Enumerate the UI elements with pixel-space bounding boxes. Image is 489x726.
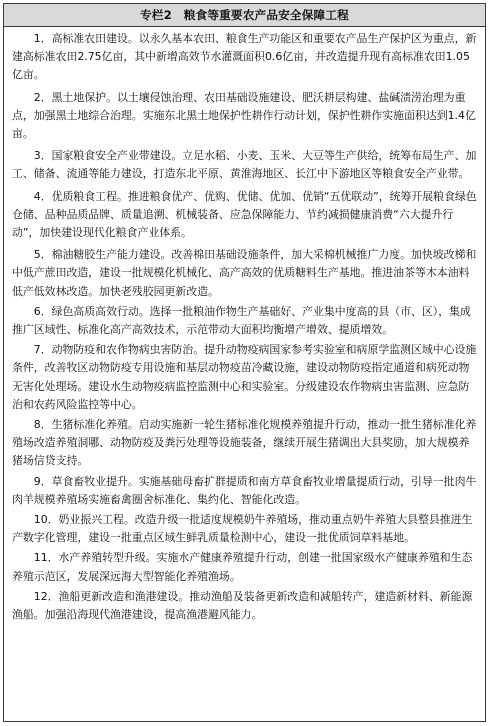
item-2-paragraph: 2．黑土地保护。以土壤侵蚀治理、农田基础设施建设、肥沃耕层构建、盐碱渍涝治理为重点，加强黑土地综合治理。实施东北黑土地保护性耕作行动计划，保护性耕作实施面积达到1.4亿亩。 [12, 90, 476, 141]
item-11-paragraph: 11．水产养殖转型升级。实施水产健康养殖提升行动，创建一批国家级水产健康养殖和生态养殖示范区，发展深远海大型智能化养殖渔场。 [12, 551, 473, 583]
item-9-paragraph: 9．草食畜牧业提升。实施基础母畜扩群提质和南方草食畜牧业增量提质行动，引导一批肉牛肉羊规模养殖场实施畜禽圈舍标准化、集约化、智能化改造。 [12, 474, 477, 506]
column-body [4, 27, 485, 624]
column-title-bar [4, 4, 485, 27]
item-6-paragraph: 6．绿色高质高效行动。选择一批粮油作物生产基础好、产业集中度高的县（市、区），集成推广区域性、标准化高产高效技术，示范带动大面积均衡增产增效、提质增效。 [12, 304, 471, 337]
item-7-paragraph: 7．动物防疫和农作物病虫害防治。提升动物疫病国家参考实验室和病原学监测区域中心设施条件，改善牧区动物防疫专用设施和基层动物疫苗冷藏设施，建设动物防疫指定通道和病死动物无害化处理场。建设水生动物疫病监控监测中心和实验室。分级建设农作物病虫害监测、应急防治和农药风险监控等中心。 [12, 343, 477, 411]
item-1-paragraph: 1．高标准农田建设。以永久基本农田、粮食生产功能区和重要农产品生产保护区为重点，新建高标准农田2.75亿亩，其中新增高效节水灌溉面积0.6亿亩，并改造提升现有高标准农田1.05亿亩。 [12, 32, 477, 82]
item-10-paragraph: 10．奶业振兴工程。改造升级一批适度规模奶牛养殖场，推动重点奶牛养殖大县整县推进生产数字化管理，建设一批重点区域生鲜乳质量检测中心，建设一批优质饲草料基地。 [12, 513, 473, 545]
item-5-paragraph: 5．棉油糖胶生产能力建设。改善棉田基础设施条件，加大采棉机械推广力度。加快坡改梯和中低产蔗田改造，建设一批规模化机械化、高产高效的优质糖料生产基地。推进油茶等木本油料低产低效林改造。加快老残胶园更新改造。 [12, 248, 477, 298]
column-title: 专栏2 粮食等重要农产品安全保障工程 [140, 8, 349, 22]
item-12-paragraph: 12．渔船更新改造和渔港建设。推动渔船及装备更新改造和减船转产，建造新材料、新能源渔船。加强沿海现代渔港建设，提高渔港避风能力。 [12, 589, 473, 622]
item-3-paragraph: 3．国家粮食安全产业带建设。立足水稻、小麦、玉米、大豆等生产供给，统筹布局生产、加工、储备、流通等能力建设，打造东北平原、黄淮海地区、长江中下游地区等粮食安全产业带。 [12, 149, 477, 181]
item-8-paragraph: 8．生猪标准化养殖。启动实施新一轮生猪标准化规模养殖提升行动，推动一批生猪标准化养殖场改造养殖洞哪、动物防疫及粪污处理等设施装备，继续开展生猪调出大县奖励，加大规模养猪场信贷支持。 [12, 418, 477, 468]
item-4-paragraph: 4．优质粮食工程。推进粮食优产、优购、优储、优加、优销“五优联动”，统筹开展粮食绿色仓储、品种品质品牌、质量追溯、机械装备、应急保障能力、节约减损健康消费“六大提升行动”，加快建设现代化粮食产业体系。 [12, 189, 477, 240]
column-box [3, 3, 486, 722]
